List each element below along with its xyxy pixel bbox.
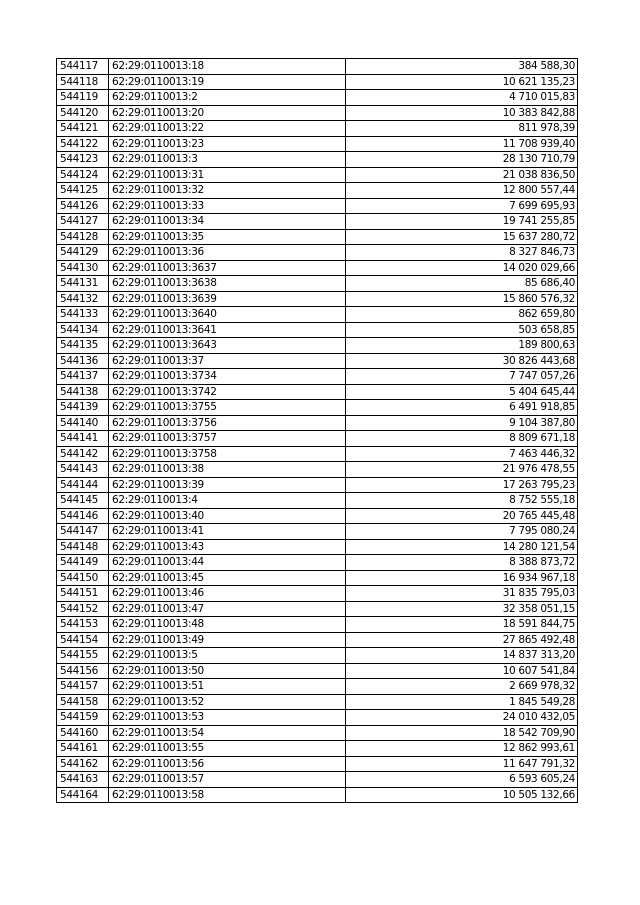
row-number-cell: 544140 [57,415,109,431]
cadastral-value-cell: 11 647 791,32 [346,756,578,772]
cadastral-value-cell: 14 280 121,54 [346,539,578,555]
table-row [57,632,578,648]
cadastral-value-cell: 28 130 710,79 [346,152,578,168]
cadastral-number-cell: 62:29:0110013:37 [109,353,346,369]
cadastral-number-cell: 62:29:0110013:19 [109,74,346,90]
table-row [57,524,578,540]
cadastral-number-cell: 62:29:0110013:51 [109,679,346,695]
cadastral-number-cell: 62:29:0110013:3643 [109,338,346,354]
table-row [57,570,578,586]
cadastral-value-cell: 4 710 015,83 [346,90,578,106]
cadastral-value-cell: 21 976 478,55 [346,462,578,478]
table-row [57,663,578,679]
cadastral-number-cell: 62:29:0110013:3734 [109,369,346,385]
cadastral-number-cell: 62:29:0110013:52 [109,694,346,710]
cadastral-value-cell: 811 978,39 [346,121,578,137]
row-number-cell: 544122 [57,136,109,152]
row-number-cell: 544156 [57,663,109,679]
row-number-cell: 544143 [57,462,109,478]
row-number-cell: 544146 [57,508,109,524]
row-number-cell: 544131 [57,276,109,292]
cadastral-number-cell: 62:29:0110013:3641 [109,322,346,338]
row-number-cell: 544162 [57,756,109,772]
table-row [57,725,578,741]
row-number-cell: 544164 [57,787,109,803]
cadastral-value-cell: 31 835 795,03 [346,586,578,602]
cadastral-number-cell: 62:29:0110013:46 [109,586,346,602]
cadastral-number-cell: 62:29:0110013:53 [109,710,346,726]
row-number-cell: 544129 [57,245,109,261]
table-row [57,756,578,772]
cadastral-number-cell: 62:29:0110013:3638 [109,276,346,292]
table-row [57,586,578,602]
table-row [57,679,578,695]
table-row [57,260,578,276]
cadastral-number-cell: 62:29:0110013:32 [109,183,346,199]
cadastral-value-cell: 5 404 645,44 [346,384,578,400]
table-row [57,136,578,152]
row-number-cell: 544161 [57,741,109,757]
row-number-cell: 544152 [57,601,109,617]
table-row [57,307,578,323]
cadastral-number-cell: 62:29:0110013:54 [109,725,346,741]
table-row [57,508,578,524]
cadastral-value-cell: 15 637 280,72 [346,229,578,245]
table-row [57,245,578,261]
row-number-cell: 544150 [57,570,109,586]
table-row [57,90,578,106]
cadastral-value-cell: 10 621 135,23 [346,74,578,90]
cadastral-number-cell: 62:29:0110013:41 [109,524,346,540]
cadastral-number-cell: 62:29:0110013:3757 [109,431,346,447]
table-row [57,710,578,726]
cadastral-number-cell: 62:29:0110013:50 [109,663,346,679]
cadastral-number-cell: 62:29:0110013:3637 [109,260,346,276]
table-body [57,59,578,803]
row-number-cell: 544149 [57,555,109,571]
row-number-cell: 544132 [57,291,109,307]
table-row [57,121,578,137]
table-row [57,167,578,183]
row-number-cell: 544136 [57,353,109,369]
row-number-cell: 544117 [57,59,109,75]
cadastral-value-cell: 7 699 695,93 [346,198,578,214]
cadastral-value-cell: 27 865 492,48 [346,632,578,648]
cadastral-number-cell: 62:29:0110013:48 [109,617,346,633]
table-row [57,415,578,431]
row-number-cell: 544142 [57,446,109,462]
cadastral-number-cell: 62:29:0110013:36 [109,245,346,261]
cadastral-value-cell: 21 038 836,50 [346,167,578,183]
table-row [57,539,578,555]
table-row [57,493,578,509]
cadastral-number-cell: 62:29:0110013:23 [109,136,346,152]
cadastral-number-cell: 62:29:0110013:44 [109,555,346,571]
cadastral-number-cell: 62:29:0110013:3742 [109,384,346,400]
table-row [57,384,578,400]
cadastral-number-cell: 62:29:0110013:3640 [109,307,346,323]
cadastral-number-cell: 62:29:0110013:3758 [109,446,346,462]
cadastral-number-cell: 62:29:0110013:58 [109,787,346,803]
table-row [57,446,578,462]
row-number-cell: 544154 [57,632,109,648]
row-number-cell: 544121 [57,121,109,137]
table-row [57,59,578,75]
cadastral-value-cell: 32 358 051,15 [346,601,578,617]
cadastral-value-cell: 7 747 057,26 [346,369,578,385]
row-number-cell: 544133 [57,307,109,323]
cadastral-value-cell: 1 845 549,28 [346,694,578,710]
cadastral-number-cell: 62:29:0110013:39 [109,477,346,493]
cadastral-value-cell: 7 463 446,32 [346,446,578,462]
row-number-cell: 544160 [57,725,109,741]
row-number-cell: 544120 [57,105,109,121]
table-row [57,198,578,214]
row-number-cell: 544124 [57,167,109,183]
table-row [57,601,578,617]
cadastral-number-cell: 62:29:0110013:2 [109,90,346,106]
cadastral-value-cell: 9 104 387,80 [346,415,578,431]
table-row [57,694,578,710]
row-number-cell: 544123 [57,152,109,168]
row-number-cell: 544127 [57,214,109,230]
table-row [57,276,578,292]
cadastral-number-cell: 62:29:0110013:3756 [109,415,346,431]
cadastral-number-cell: 62:29:0110013:47 [109,601,346,617]
cadastral-number-cell: 62:29:0110013:35 [109,229,346,245]
cadastral-number-cell: 62:29:0110013:56 [109,756,346,772]
cadastral-number-cell: 62:29:0110013:34 [109,214,346,230]
row-number-cell: 544125 [57,183,109,199]
cadastral-value-cell: 11 708 939,40 [346,136,578,152]
table-row [57,617,578,633]
row-number-cell: 544130 [57,260,109,276]
table-row [57,369,578,385]
cadastral-value-cell: 6 491 918,85 [346,400,578,416]
row-number-cell: 544163 [57,772,109,788]
row-number-cell: 544126 [57,198,109,214]
cadastral-value-cell: 862 659,80 [346,307,578,323]
table-row [57,555,578,571]
cadastral-value-cell: 8 809 671,18 [346,431,578,447]
cadastral-number-cell: 62:29:0110013:55 [109,741,346,757]
cadastral-value-cell: 6 593 605,24 [346,772,578,788]
cadastral-number-cell: 62:29:0110013:49 [109,632,346,648]
table-row [57,477,578,493]
cadastral-number-cell: 62:29:0110013:22 [109,121,346,137]
table-row [57,183,578,199]
cadastral-number-cell: 62:29:0110013:3755 [109,400,346,416]
table-row [57,338,578,354]
cadastral-value-cell: 14 020 029,66 [346,260,578,276]
cadastral-value-cell: 189 800,63 [346,338,578,354]
table-row [57,214,578,230]
cadastral-number-cell: 62:29:0110013:3 [109,152,346,168]
table-row [57,74,578,90]
cadastral-value-cell: 16 934 967,18 [346,570,578,586]
cadastral-value-cell: 7 795 080,24 [346,524,578,540]
table-row [57,400,578,416]
cadastral-value-cell: 17 263 795,23 [346,477,578,493]
cadastral-value-cell: 10 383 842,88 [346,105,578,121]
cadastral-value-cell: 19 741 255,85 [346,214,578,230]
row-number-cell: 544155 [57,648,109,664]
row-number-cell: 544137 [57,369,109,385]
table-row [57,462,578,478]
cadastral-number-cell: 62:29:0110013:43 [109,539,346,555]
cadastral-number-cell: 62:29:0110013:3639 [109,291,346,307]
cadastral-value-cell: 503 658,85 [346,322,578,338]
row-number-cell: 544139 [57,400,109,416]
cadastral-number-cell: 62:29:0110013:4 [109,493,346,509]
table-row [57,787,578,803]
table-row [57,105,578,121]
row-number-cell: 544151 [57,586,109,602]
row-number-cell: 544159 [57,710,109,726]
cadastral-value-cell: 24 010 432,05 [346,710,578,726]
row-number-cell: 544157 [57,679,109,695]
cadastral-value-cell: 14 837 313,20 [346,648,578,664]
cadastral-number-cell: 62:29:0110013:40 [109,508,346,524]
table-row [57,741,578,757]
table-row [57,322,578,338]
row-number-cell: 544153 [57,617,109,633]
row-number-cell: 544134 [57,322,109,338]
table-row [57,229,578,245]
row-number-cell: 544144 [57,477,109,493]
cadastral-value-cell: 18 542 709,90 [346,725,578,741]
row-number-cell: 544145 [57,493,109,509]
cadastral-value-cell: 12 800 557,44 [346,183,578,199]
cadastral-value-cell: 20 765 445,48 [346,508,578,524]
row-number-cell: 544141 [57,431,109,447]
cadastral-value-cell: 8 752 555,18 [346,493,578,509]
row-number-cell: 544119 [57,90,109,106]
row-number-cell: 544118 [57,74,109,90]
cadastral-number-cell: 62:29:0110013:31 [109,167,346,183]
table-row [57,772,578,788]
cadastral-value-cell: 30 826 443,68 [346,353,578,369]
table-row [57,648,578,664]
table-row [57,431,578,447]
table-row [57,152,578,168]
row-number-cell: 544138 [57,384,109,400]
cadastral-value-cell: 12 862 993,61 [346,741,578,757]
row-number-cell: 544147 [57,524,109,540]
row-number-cell: 544135 [57,338,109,354]
cadastral-value-cell: 8 327 846,73 [346,245,578,261]
row-number-cell: 544128 [57,229,109,245]
row-number-cell: 544148 [57,539,109,555]
table-row [57,291,578,307]
cadastral-number-cell: 62:29:0110013:38 [109,462,346,478]
cadastral-value-cell: 2 669 978,32 [346,679,578,695]
cadastral-value-cell: 85 686,40 [346,276,578,292]
cadastral-number-cell: 62:29:0110013:5 [109,648,346,664]
row-number-cell: 544158 [57,694,109,710]
cadastral-value-cell: 18 591 844,75 [346,617,578,633]
table-row [57,353,578,369]
cadastral-number-cell: 62:29:0110013:45 [109,570,346,586]
cadastral-value-table [56,58,578,803]
cadastral-number-cell: 62:29:0110013:57 [109,772,346,788]
cadastral-number-cell: 62:29:0110013:33 [109,198,346,214]
cadastral-number-cell: 62:29:0110013:18 [109,59,346,75]
cadastral-value-cell: 384 588,30 [346,59,578,75]
cadastral-value-cell: 8 388 873,72 [346,555,578,571]
cadastral-value-cell: 15 860 576,32 [346,291,578,307]
cadastral-value-cell: 10 607 541,84 [346,663,578,679]
cadastral-value-cell: 10 505 132,66 [346,787,578,803]
cadastral-number-cell: 62:29:0110013:20 [109,105,346,121]
